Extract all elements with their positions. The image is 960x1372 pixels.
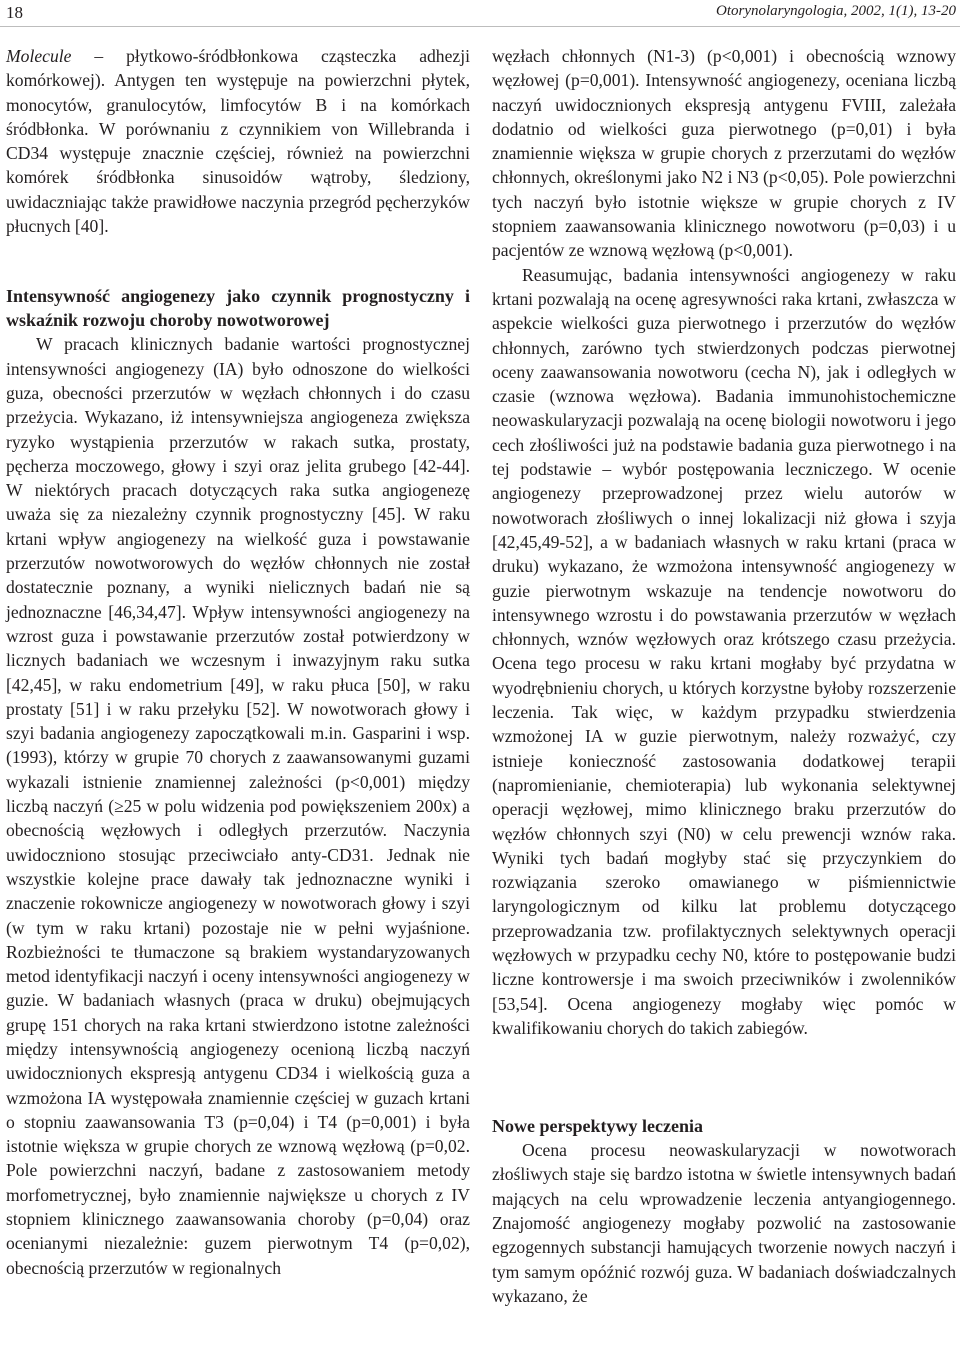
right-column [492, 44, 956, 1308]
left-column [6, 44, 470, 1280]
section-heading-new-treatment: Nowe perspektywy leczenia [492, 1116, 703, 1137]
molecule-word: Molecule [6, 46, 72, 66]
left-paragraph-1-text: – płytkowo-śródbłonkowa cząsteczka adhezji komórkowej). Antygen ten występuje na powierzchni płytek, monocytów, granulocytów, limfocytów B i na komórkach śródbłonka. W porównaniu z czynnikiem von Willebranda i CD34 występuje znacznie częściej, również na powierzchni komórek śródbłonka sinusoidów wątroby, śledziony, uwidaczniając także prawidłowe naczynia przegród pęcherzyków płucnych [40]. [6, 46, 470, 237]
right-paragraph-3: Ocena procesu neowaskularyzacji w nowotworach złośliwych staje się bardzo istotna w świetle intensywnych badań mających na celu wprowadzenie leczenia antyangiogennego. Znajomość angiogenezy mogłaby pozwolić na zastosowanie egzogennych substancji hamujących tworzenie nowych naczyń i tym samym opóźnić rozwój guza. W badaniach doświadczalnych wykazano, że [492, 1140, 956, 1306]
page-number: 18 [6, 3, 23, 22]
right-paragraph-1: węzłach chłonnych (N1-3) (p<0,001) i obecnością wznowy węzłowej (p=0,001). Intensywność angiogenezy, oceniana liczbą naczyń uwidocznionych ekspresją antygenu FVIII, zależała dodatnio od wielkości guza pierwotnego (p=0,01) i była znamiennie większa w grupie chorych z przerzutami do węzłów chłonnych, określonymi jako N2 i N3 (p<0,05). Pole powierzchni tych naczyń było istotnie większe w grupie chorych z IV stopniem zaawansowania klinicznego nowotworu (p=0,03) i u pacjentów ze wznową węzłową (p<0,001). [492, 46, 956, 261]
page-header [0, 0, 960, 27]
right-paragraph-2: Reasumując, badania intensywności angiogenezy w raku krtani pozwalają na ocenę agresywności raka krtani, zwłaszcza w aspekcie wielkości guza pierwotnego i przerzutów do węzłów chłonnych, zarówno tych stwierdzonych podczas pierwotnej oceny zaawansowania nowotworu (cecha N), jak i odległych w czasie (wznowa węzłowa). Badania immunohistochemiczne neowaskularyzacji pozwalają na ocenę biologii nowotworu i jego cech złośliwości już na podstawie badania guza pierwotnego i na tej podstawie – wybór postępowania leczniczego. W ocenie angiogenezy przeprowadzonej przez wielu autorów w nowotworach złośliwych o innej lokalizacji niż głowa i szyja [42,45,49-52], a w badaniach własnych w raku krtani (praca w druku) wykazano, że wzmożona intensywność angiogenezy w guzie pierwotnym wskazuje na tendencje nowotworu do intensywnego wzrostu i do powstawania przerzutów w węzłach chłonnych, wznów węzłowych oraz krótszego czasu przeżycia. Ocena tego procesu w raku krtani mogłaby być przydatna w wyodrębnieniu chorych, u których korzystne byłoby rozszerzenie leczenia. Tak więc, w każdym przypadku stwierdzenia wzmożonej IA w guzie pierwotnym, należy rozważyć, czy istnieje konieczność zastosowania dodatkowej terapii (napromienianie, chemioterapia) lub wykonania selektywnej operacji węzłowej, mimo klinicznego braku przerzutów do węzłów chłonnych szyi (N0) w celu prewencji wznów raka. Wyniki tych badań mogłyby stać się przyczynkiem do rozwiązania szeroko omawianego w piśmiennictwie laryngologicznym od kilku lat problemu dotyczącego przeprowadzania tzw. profilaktycznych selektywnych operacji węzłowych w przypadku cechy N0, które to postępowanie budzi liczne kontrowersje i ma swoich przeciwników i zwolenników [53,54]. Ocena angiogenezy mogłaby więc pomóc w kwalifikowaniu chorych do takich zabiegów. [492, 264, 956, 1038]
left-paragraph-2: W pracach klinicznych badanie wartości prognostycznej intensywności angiogenezy (IA) było odnoszone do wielkości guza, obecności przerzutów w węzłach chłonnych i do czasu przeżycia. Wykazano, iż intensywniejsza angiogeneza zwiększa ryzyko wystąpienia przerzutów w rakach sutka, prostaty, pęcherza moczowego, głowy i szyi oraz jelita grubego [42-44]. W niektórych pracach dotyczących raka sutka angiogenezę uważa się za niezależny czynnik prognostyczny [45]. W raku krtani wpływ angiogenezy na wielkość guza i powstawanie przerzutów nowotworowych do węzłów chłonnych nie został dostatecznie poznany, a wyniki nielicznych badań nie są jednoznaczne [46,34,47]. Wpływ intensywności angiogenezy na wzrost guza i powstawanie przerzutów został potwierdzony w licznych badaniach we wczesnym i inwazyjnym raku sutka [42,45], w raku endometrium [49], w raku płuca [50], w raku prostaty [51] i w raku przełyku [52]. W nowotworach głowy i szyi badania angiogenezy zapoczątkowali m.in. Gasparini i wsp. (1993), którzy w grupie 70 chorych z zaawansowanymi guzami wykazali istnienie znamiennej zależności (p<0,001) między liczbą naczyń (≥25 w polu widzenia pod powiększeniem 200x) a obecnością węzłowych i odległych przerzutów. Naczynia uwidoczniono stosując przeciwciało anty-CD31. Jednak nie wszystkie kolejne prace dawały tak jednoznaczne wyniki i znaczenie rokownicze angiogenezy w nowotworach głowy i szyi (w tym w raku krtani) pozostaje nie w pełni wyjaśnione. Rozbieżności te tłumaczone są brakiem wystandaryzowanych metod identyfikacji naczyń i oceny intensywności angiogenezy w guzie. W badaniach własnych (praca w druku) obejmujących grupę 151 chorych na raka krtani stwierdzono istotne zależności między intensywnością angiogenezy ocenioną liczbą naczyń uwidocznionych ekspresją antygenu CD34 i wielkością guza a wzmożona IA występowała znamiennie częściej w guzach krtani o stopniu zaawansowania T3 (p=0,04) i T4 (p=0,001) i była istotnie większa w grupie chorych ze wznową węzłową (p=0,02. Pole powierzchni naczyń, badane z zastosowaniem metody morfometrycznej, było znamiennie największe u chorych z IV stopniem klinicznego zaawansowania choroby (p=0,04) oraz ocenianymi niezależnie: guzem pierwotnym T4 (p=0,02), obecnością przerzutów w regionalnych [6, 334, 470, 1278]
journal-citation: Otorynolaryngologia, 2002, 1(1), 13-20 [716, 3, 956, 19]
section-heading-prognostic: Intensywność angiogenezy jako czynnik prognostyczny i wskaźnik rozwoju choroby nowotworowej [6, 286, 470, 331]
left-paragraph-1 [6, 44, 470, 238]
